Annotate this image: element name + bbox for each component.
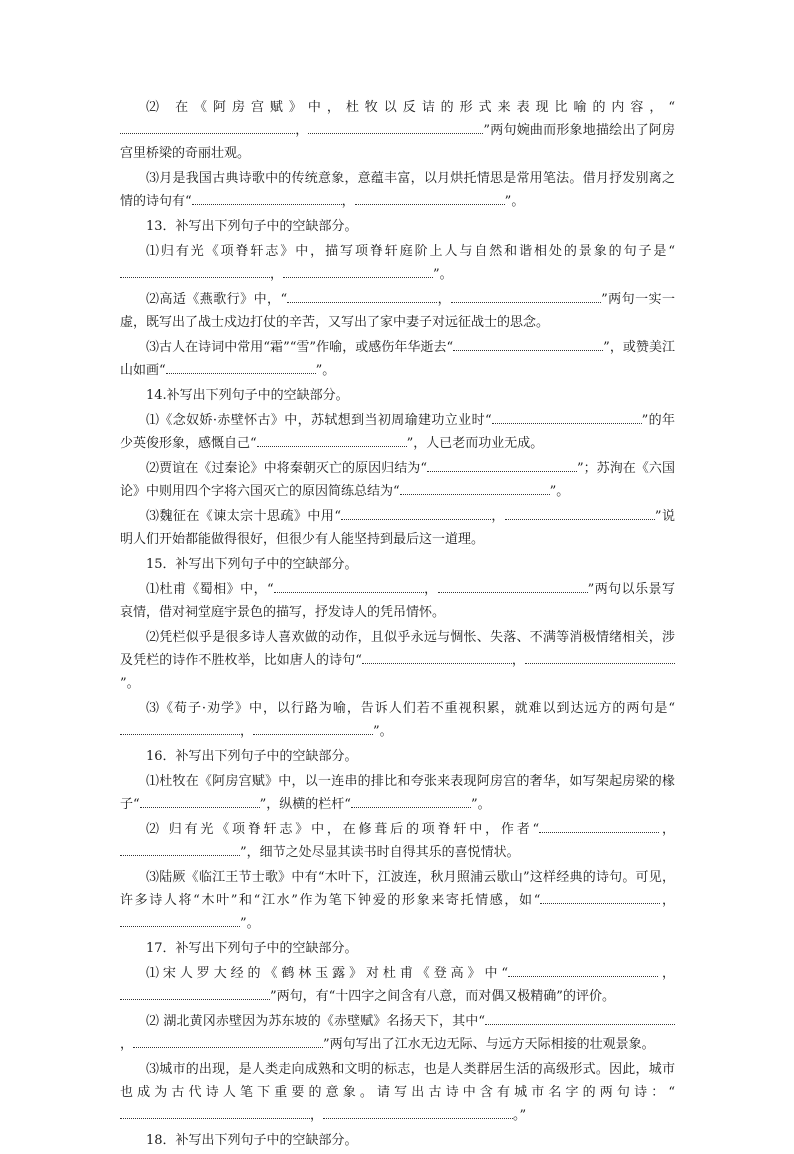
q13-3-paragraph [120,336,675,382]
document-page [120,96,675,1154]
q15-3-paragraph [120,697,675,743]
text: 。” [513,1108,527,1123]
text: ⑶魏征在《谏太宗十思疏》中用“ [146,509,341,524]
q17-1-paragraph [120,962,675,1008]
answer-blank[interactable] [453,339,603,351]
answer-blank[interactable] [308,122,483,134]
answer-blank[interactable] [253,723,373,735]
text: ”两句一实一虚，既写出了战士戍边打仗的辛苦，又写出了家中妻子对远征战士的思念。 [120,292,675,330]
q17-2-paragraph [120,1010,675,1056]
answer-blank[interactable] [120,122,295,134]
question-16-heading: 16．补写出下列句子中的空缺部分。 [146,749,358,764]
text: ”两句写出了江水无边无际、与远方天际相接的壮观景象。 [323,1037,655,1052]
text: ”，人已老而功业无成。 [406,436,544,451]
text: ⑶《荀子·劝学》中，以行路为喻，告诉人们若不重视积累，就难以到达远方的两句是“ [146,701,675,716]
text: ， [511,653,525,668]
answer-blank[interactable] [120,988,270,1000]
q12-3-paragraph [120,167,675,213]
answer-blank[interactable] [120,266,270,278]
text: ”。 [433,267,453,282]
question-14-heading: 14.补写出下列句子中的空缺部分。 [146,388,349,403]
text: ⑶古人在诗词中常用“霜”“雪”作喻，或感伤年华逝去“ [146,340,454,355]
q13-2-paragraph [120,288,675,334]
q16-3-paragraph [120,866,675,935]
q16-2-paragraph [120,818,675,864]
text: ”；苏洵在《六国论》中则用四个字将六国灭亡的原因简练总结为“ [120,461,675,499]
answer-blank[interactable] [120,1107,310,1119]
text: ， [437,292,452,307]
text: ”。 [504,194,525,209]
text: ⑵凭栏似乎是很多诗人喜欢做的动作，且似乎永远与惆怅、失落、不满等消极情绪相关，涉及凭栏的诗作不胜枚举，比如唐人的诗句“ [120,630,675,668]
answer-blank[interactable] [274,581,424,593]
question-18-heading: 18．补写出下列句子中的空缺部分。 [146,1133,358,1148]
answer-blank[interactable] [120,723,240,735]
text: ， [341,194,355,209]
answer-blank[interactable] [525,652,675,664]
answer-blank[interactable] [427,460,577,472]
question-15-heading: 15．补写出下列句子中的空缺部分。 [146,557,358,572]
text: ⑶陆厥《临江王节士歌》中有“木叶下，江波连，秋月照浦云歇山”这样经典的诗句。可见，许多诗人将“木叶”和“江水”作为笔下钟爱的形象来寄托情感，如“ [120,870,675,908]
answer-blank[interactable] [485,1013,675,1025]
text: ⑵贾谊在《过秦论》中将秦朝灭亡的原因归结为“ [146,461,427,476]
answer-blank[interactable] [505,508,655,520]
q14-2-paragraph [120,457,675,503]
text: “ [668,100,675,115]
text: ， [270,267,284,282]
q15-2-paragraph [120,626,675,695]
text: ， [660,893,675,908]
text: ”。 [373,724,393,739]
question-13-heading: 13．补写出下列句子中的空缺部分。 [146,219,358,234]
answer-blank[interactable] [351,796,471,808]
answer-blank[interactable] [508,965,658,977]
text: ”。 [120,676,140,691]
text: ”说明人们开始都能做得很好，但很少有人能坚持到最后这一道理。 [120,509,675,547]
text: ⑴归有光《项脊轩志》中，描写项脊轩庭阶上人与自然和谐相处的景象的句子是“ [146,244,675,259]
answer-blank[interactable] [492,412,642,424]
text: ”的年少英俊形象，感慨自己“ [120,413,675,451]
text: ， [490,509,505,524]
text: ”，细节之处尽显其读书时自得其乐的喜悦情状。 [240,845,520,860]
q14-3-paragraph [120,505,675,551]
text: ”两句以乐景写哀情，借对祠堂庭宇景色的描写，抒发诗人的凭吊情怀。 [120,582,675,620]
text: ”两句婉曲而形象地描绘出了阿房宫里桥梁的奇丽壮观。 [120,123,675,161]
text: ， [659,822,675,837]
text: ⑵ 归有光《项脊轩志》中，在修葺后的项脊轩中，作者“ [146,822,540,837]
answer-blank[interactable] [166,362,316,374]
text: ”。 [549,484,570,499]
text: ， [295,123,309,138]
answer-blank[interactable] [400,483,550,495]
answer-blank[interactable] [140,796,260,808]
answer-blank[interactable] [323,1107,513,1119]
answer-blank[interactable] [287,291,437,303]
q13-1-paragraph [120,240,675,286]
q17-3-paragraph [120,1058,675,1127]
text: ⑵ 在《阿房宫赋》中，杜牧以反诘的形式来表现比喻的内容， [146,100,669,115]
text: ⑴杜甫《蜀相》中，“ [146,582,274,597]
text: ”，或赞美江山如画“ [120,340,675,378]
text: ， [120,1037,134,1052]
q12-2-paragraph [120,96,675,165]
text: ”。 [240,916,260,931]
answer-blank[interactable] [341,508,491,520]
text: ， [658,966,675,981]
answer-blank[interactable] [540,892,660,904]
text: ⑶月是我国古典诗歌中的传统意象，意蕴丰富，以月烘托情思是常用笔法。借月抒发别离之情的诗句有“ [120,171,675,209]
answer-blank[interactable] [192,193,342,205]
answer-blank[interactable] [133,1036,323,1048]
text: ⑵高适《燕歌行》中，“ [146,292,288,307]
q15-1-paragraph [120,578,675,624]
answer-blank[interactable] [120,915,240,927]
text: ”。 [315,363,336,378]
answer-blank[interactable] [120,844,240,856]
answer-blank[interactable] [362,652,512,664]
question-17-heading: 17．补写出下列句子中的空缺部分。 [146,941,358,956]
text: ， [423,582,438,597]
text: ， [240,724,254,739]
text: ”，纵横的栏杆“ [259,797,351,812]
q14-1-paragraph [120,409,675,455]
text: ”。 [470,797,491,812]
answer-blank[interactable] [539,821,659,833]
answer-blank[interactable] [283,266,433,278]
text: ⑵ 湖北黄冈赤壁因为苏东坡的《赤壁赋》名扬天下，其中“ [146,1014,485,1029]
text: ⑴宋人罗大经的《鹤林玉露》对杜甫《登高》中“ [146,966,509,981]
answer-blank[interactable] [355,193,505,205]
text: ⑴《念奴娇·赤壁怀古》中，苏轼想到当初周瑜建功立业时“ [146,413,492,428]
text: ”两句，有“十四字之间含有八意，而对偶又极精确”的评价。 [270,989,615,1004]
answer-blank[interactable] [257,435,407,447]
q16-1-paragraph [120,770,675,816]
answer-blank[interactable] [451,291,601,303]
text: ⑶城市的出现，是人类走向成熟和文明的标志，也是人类群居生活的高级形式。因此，城市也成为古代诗人笔下重要的意象。请写出古诗中含有城市名字的两句诗：“ [120,1062,675,1100]
text: ， [310,1108,324,1123]
answer-blank[interactable] [438,581,588,593]
text: ⑴杜牧在《阿房宫赋》中，以一连串的排比和夸张来表现阿房宫的奢华，如写架起房梁的椽子“ [120,774,675,812]
